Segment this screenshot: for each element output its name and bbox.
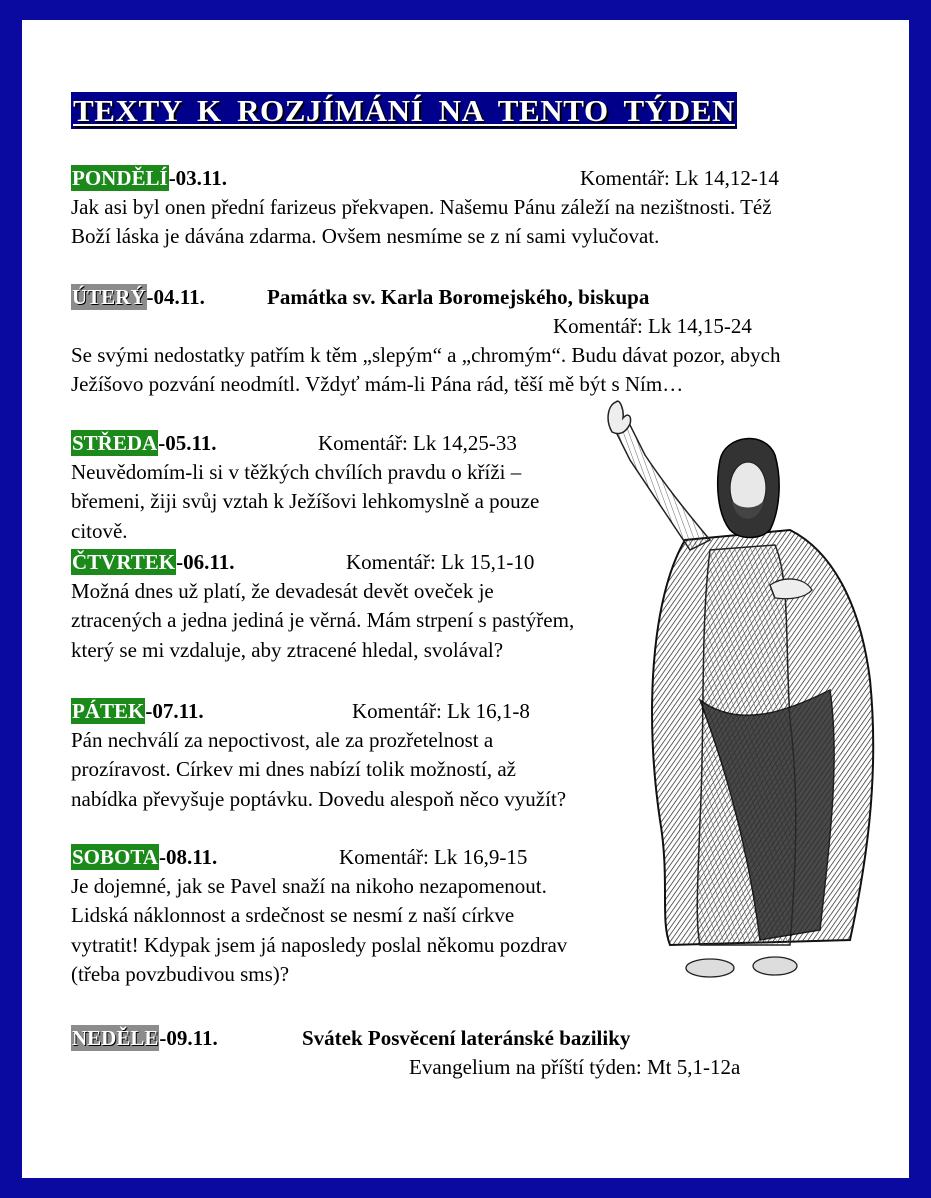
day-comment-tuesday: Komentář: Lk 14,15-24 (553, 314, 752, 338)
day-heading-friday (71, 697, 204, 726)
day-heading-wednesday (71, 429, 217, 458)
day-heading-saturday (71, 843, 217, 872)
day-comment-thursday: Komentář: Lk 15,1-10 (346, 550, 535, 574)
day-date-monday: -03.11. (168, 166, 228, 190)
day-date-saturday: -08.11. (158, 845, 218, 869)
day-feast-sunday: Svátek Posvěcení lateránské baziliky (302, 1026, 631, 1050)
day-label-wednesday: STŘEDA (72, 431, 158, 455)
day-text-tuesday: Se svými nedostatky patřím k těm „slepým“ a „chromým“. Budu dávat pozor, abych Ježíšovo pozvání neodmítl. Vždyť mám-li Pána rád, těší mě být s Ním… (71, 343, 781, 397)
day-text-saturday: Je dojemné, jak se Pavel snaží na nikoho nezapomenout. Lidská náklonnost a srdečnost se nesmí z naší církve vytratit! Kdypak jsem já naposledy poslal někomu pozdrav (třeba povzbudivou sms)? (71, 874, 568, 986)
day-comment-wednesday: Komentář: Lk 14,25-33 (318, 431, 517, 455)
day-comment-saturday: Komentář: Lk 16,9-15 (339, 845, 528, 869)
day-text-monday: Jak asi byl onen přední farizeus překvapen. Našemu Pánu záleží na nezištnosti. Též Boží láska je dávána zdarma. Ovšem nesmíme se z ní sami vylučovat. (71, 195, 772, 249)
page (22, 20, 909, 1178)
page-title: TEXTY K ROZJÍMÁNÍ NA TENTO TÝDEN (73, 93, 735, 128)
day-text-friday: Pán nechválí za nepoctivost, ale za prozřetelnost a prozíravost. Církev mi dnes nabízí tolik možností, až nabídka převyšuje poptávku. Dovedu alespoň něco využít? (71, 728, 567, 811)
day-label-monday: PONDĚLÍ (72, 166, 168, 190)
day-feast-tuesday: Památka sv. Karla Boromejského, biskupa (267, 285, 650, 309)
day-text-thursday: Možná dnes už platí, že devadesát devět oveček je ztracených a jedna jediná je věrná. Mám strpení s pastýřem, který se mi vzdaluje, aby ztracené hledal, svolával? (71, 579, 575, 662)
day-heading-thursday (71, 548, 234, 577)
day-label-tuesday: ÚTERÝ (72, 285, 146, 309)
day-date-friday: -07.11. (145, 699, 204, 723)
day-date-wednesday: -05.11. (158, 431, 217, 455)
day-comment-monday: Komentář: Lk 14,12-14 (580, 166, 779, 190)
day-comment-friday: Komentář: Lk 16,1-8 (352, 699, 530, 723)
day-date-tuesday: -04.11. (146, 285, 205, 309)
day-label-sunday: NEDĚLE (72, 1026, 159, 1050)
footer-gospel: Evangelium na příští týden: Mt 5,1-12a (409, 1055, 741, 1079)
day-heading-tuesday (71, 283, 205, 312)
day-label-friday: PÁTEK (72, 699, 145, 723)
christ-blessing-engraving-icon (590, 400, 890, 985)
day-label-thursday: ČTVRTEK (72, 550, 176, 574)
day-date-thursday: -06.11. (176, 550, 235, 574)
day-date-sunday: -09.11. (159, 1026, 218, 1050)
day-text-wednesday: Neuvědomím-li si v těžkých chvílích pravdu o kříži – břemeni, žiji svůj vztah k Ježíšovi lehkomyslně a pouze citově. (71, 460, 540, 543)
day-heading-monday (71, 164, 227, 193)
day-label-saturday: SOBOTA (72, 845, 158, 869)
day-heading-sunday (71, 1024, 218, 1053)
